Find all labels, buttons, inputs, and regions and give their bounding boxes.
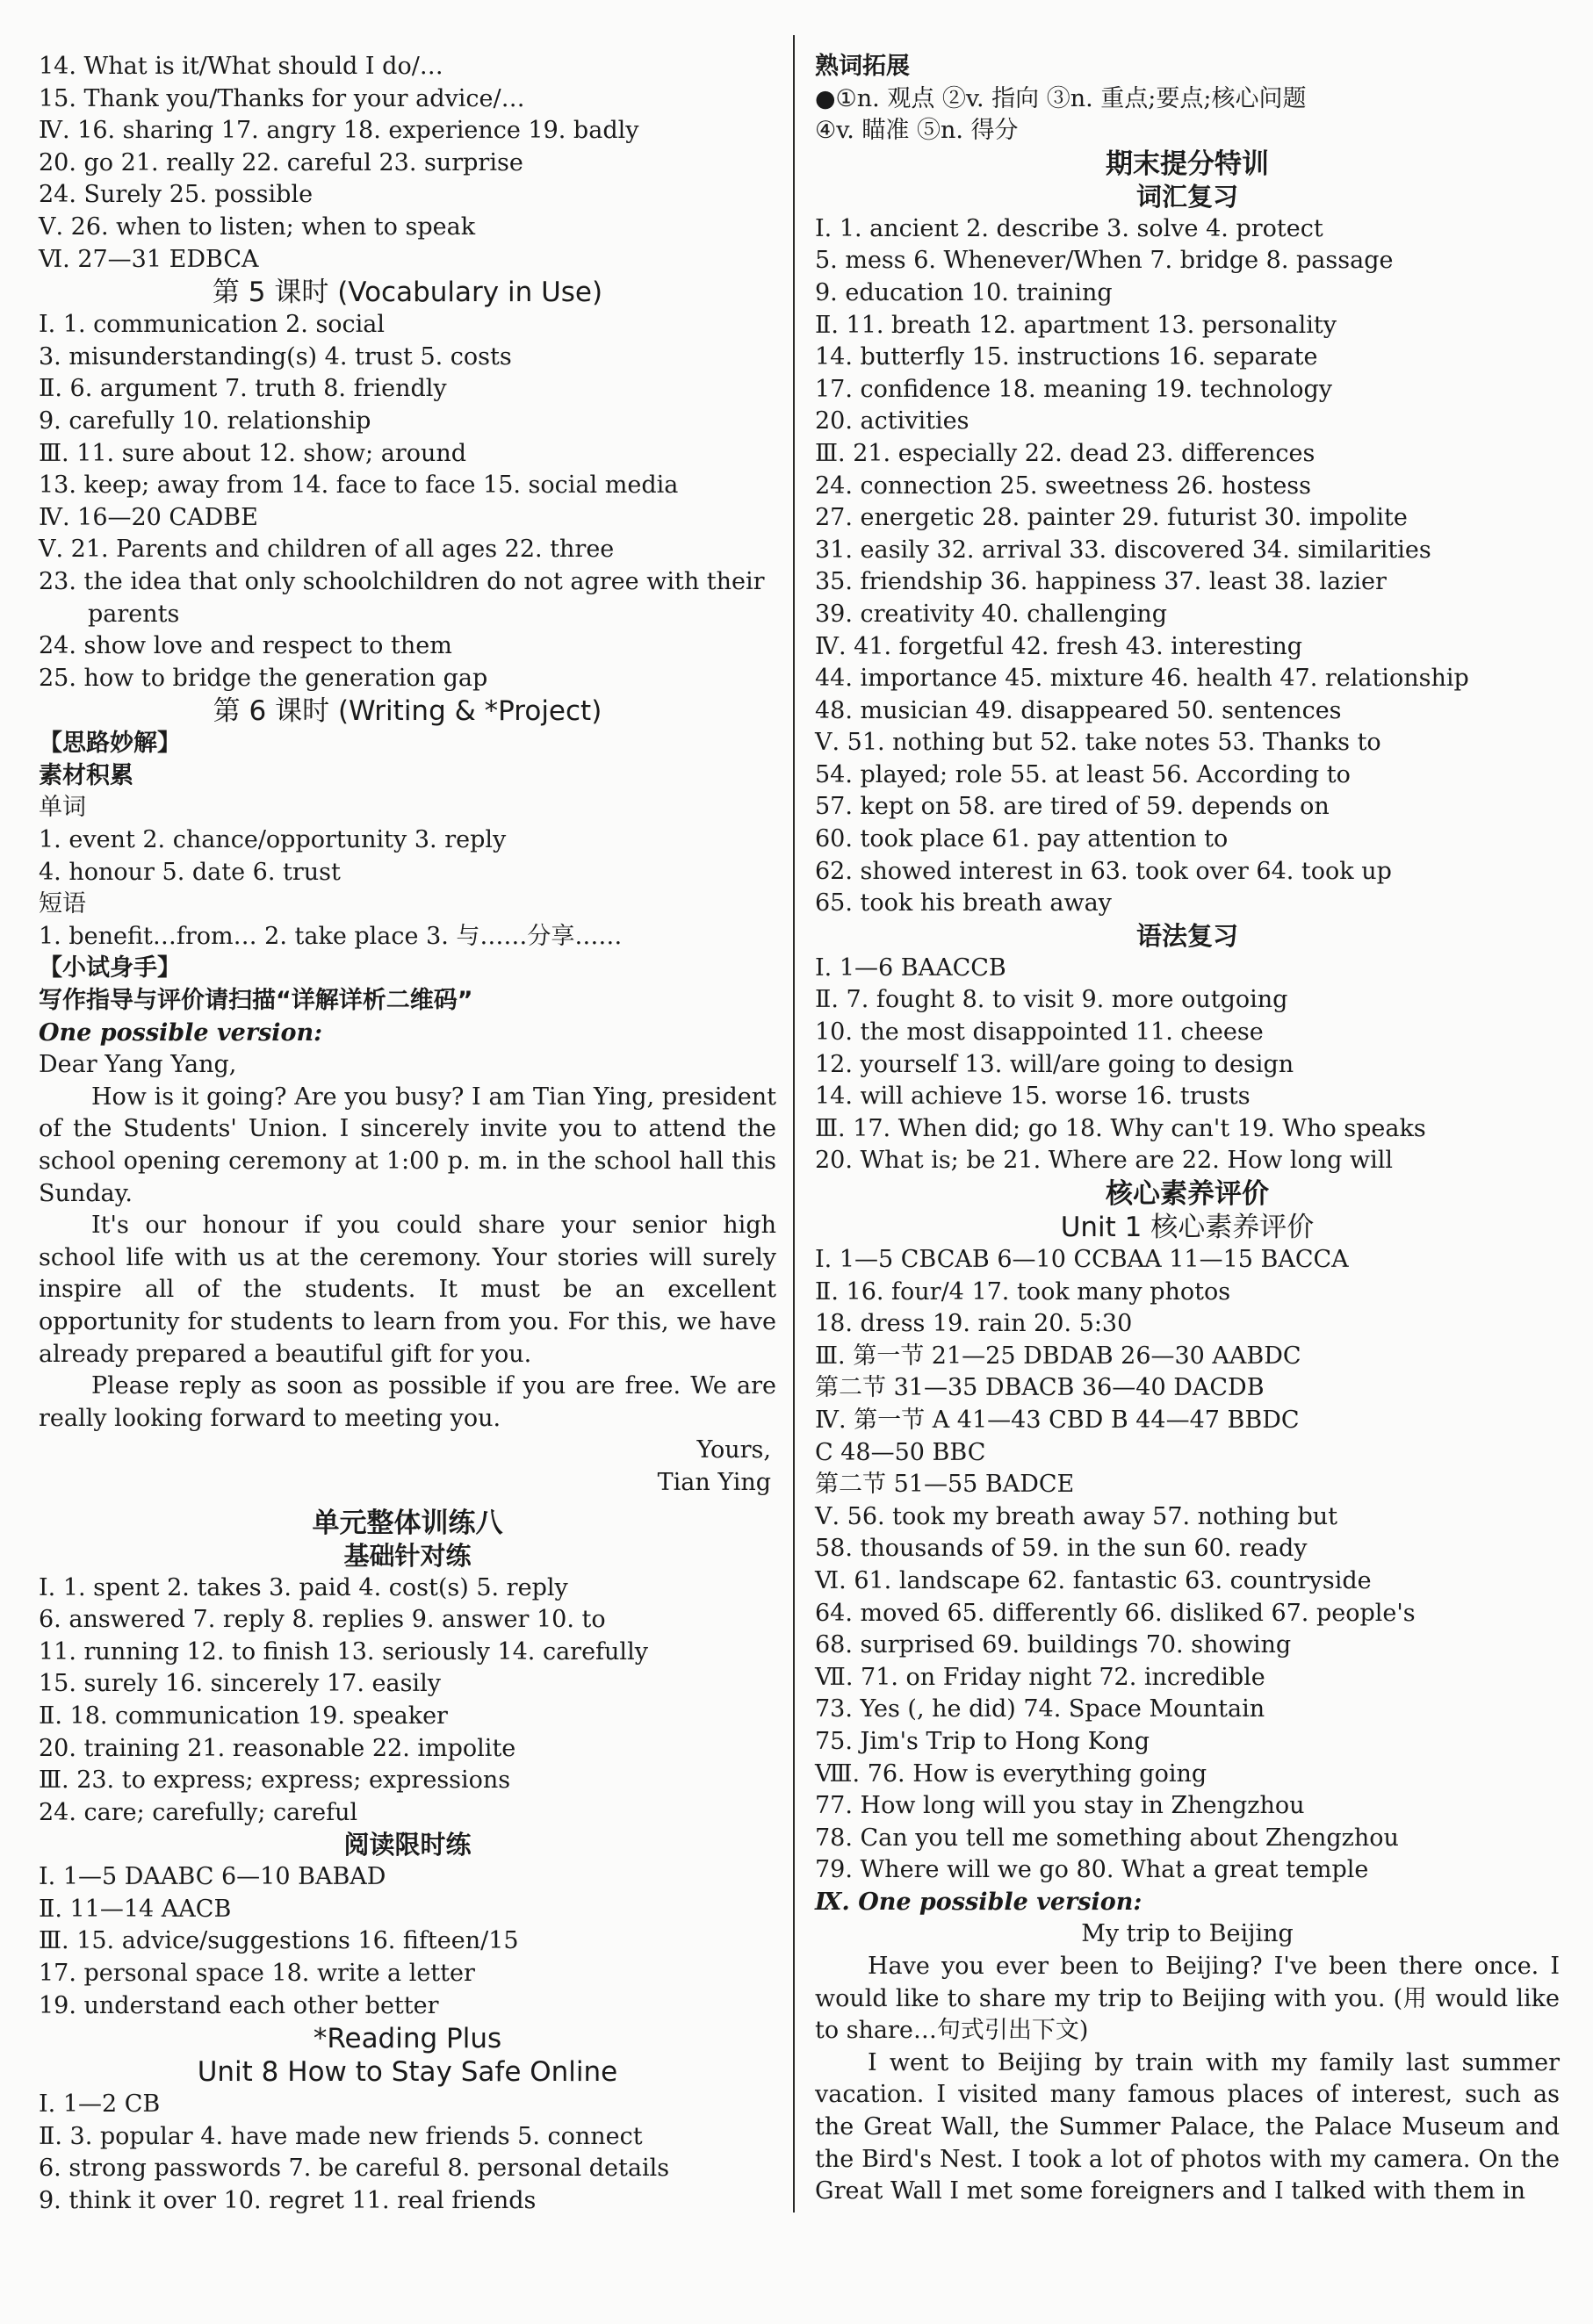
text-line: Ⅳ. 41. forgetful 42. fresh 43. interesting [815, 632, 1303, 660]
section-heading: 语法复习 [1135, 920, 1238, 951]
text-line: It's our honour if you could share your senior high school life with us at the ceremony. Your stories will surely inspire all of the students. It must be an excellent opportunity for students to learn from you. For this, we have already prepared a beautiful gift for you. [39, 1212, 776, 1368]
section-heading: *Reading Plus [313, 2023, 502, 2055]
text-line: 20. training 21. reasonable 22. impolite [39, 1734, 516, 1762]
text-line: 1. event 2. chance/opportunity 3. reply [39, 826, 507, 854]
text-line: 14. will achieve 15. worse 16. trusts [815, 1083, 1251, 1111]
text-line: Ⅱ. 11. breath 12. apartment 13. personality [815, 311, 1337, 339]
text-line: Ⅶ. 71. on Friday night 72. incredible [815, 1663, 1265, 1691]
text-line: 48. musician 49. disappeared 50. sentences [815, 696, 1342, 724]
text-line: Ⅰ. 1—5 DAABC 6—10 BABAD [39, 1863, 386, 1891]
text-line: 57. kept on 58. are tired of 59. depends on [815, 793, 1330, 821]
text-line: 6. answered 7. reply 8. replies 9. answer 10. to [39, 1606, 606, 1634]
text-line: 12. yourself 13. will/are going to design [815, 1050, 1294, 1078]
text-line: 第二节 51—55 BADCE [815, 1471, 1075, 1499]
text-line: 15. Thank you/Thanks for your advice/… [39, 84, 525, 112]
text-line: 24. care; carefully; careful [39, 1798, 358, 1826]
text-line: 27. energetic 28. painter 29. futurist 30. impolite [815, 504, 1408, 532]
text-line: Please reply as soon as possible if you are free. We are really looking forward to meeting you. [39, 1372, 776, 1432]
text-line: I went to Beijing by train with my family last summer vacation. I visited many famous places of interest, such as the Great Wall, the Summer Palace, the Palace Museum and the Bird's Nest. I took a lot of photos with my camera. On the Great Wall I met some foreigners and I talked with them in [815, 2048, 1560, 2205]
text-line: 短语 [39, 890, 86, 918]
text-line: 17. personal space 18. write a letter [39, 1960, 475, 1988]
text-line: 6. strong passwords 7. be careful 8. personal details [39, 2155, 670, 2183]
text-line: 24. connection 25. sweetness 26. hostess [815, 471, 1312, 500]
text-line: Ⅱ. 7. fought 8. to visit 9. more outgoing [815, 986, 1288, 1014]
section-heading: Unit 8 How to Stay Safe Online [197, 2056, 618, 2089]
text-line: 14. What is it/What should I do/… [39, 53, 443, 80]
text-line: Ⅰ. 1. communication 2. social [39, 311, 386, 339]
text-line: ●①n. 观点 ②v. 指向 ③n. 重点;要点;核心问题 [815, 84, 1307, 112]
text-line: Ⅲ. 15. advice/suggestions 16. fifteen/15 [39, 1927, 519, 1955]
text-line: parents [88, 600, 180, 628]
section-heading: 第 5 课时 (Vocabulary in Use) [212, 277, 603, 309]
text-line: 65. took his breath away [815, 889, 1112, 917]
text-line: 9. think it over 10. regret 11. real friends [39, 2187, 537, 2215]
text-line: Ⅰ. 1—5 CBCAB 6—10 CCBAA 11—15 BACCA [815, 1246, 1349, 1273]
text-line: Ⅱ. 18. communication 19. speaker [39, 1702, 448, 1730]
text-line: Have you ever been to Beijing? I've been there once. I would like to share my trip to Beijing with you. (用 would like to share…句式引出下文) [815, 1953, 1560, 2045]
text-line: 35. friendship 36. happiness 37. least 38. lazier [815, 568, 1387, 596]
text-line: Ⅲ. 21. especially 22. dead 23. differences [815, 439, 1315, 467]
text-line: 17. confidence 18. meaning 19. technology [815, 375, 1333, 403]
text-line: 75. Jim's Trip to Hong Kong [815, 1727, 1150, 1755]
text-line: 9. education 10. training [815, 278, 1113, 306]
text-line: Ⅳ. 16—20 CADBE [39, 503, 258, 531]
text-line: 11. running 12. to finish 13. seriously 14. carefully [39, 1637, 648, 1666]
text-line: Dear Yang Yang, [39, 1051, 237, 1079]
text-line: 20. activities [815, 407, 969, 435]
text-line: 1. benefit…from… 2. take place 3. 与……分享…… [39, 922, 623, 950]
right-column [815, 51, 1560, 2208]
text-line: How is it going? Are you busy? I am Tian Ying, president of the Students' Union. I sincerely invite you to attend the school opening ceremony at 1:00 p. m. in the school hall this Sunday. [39, 1083, 776, 1207]
section-heading: 写作指导与评价请扫描“详解详析二维码” [39, 987, 473, 1015]
text-line: 18. dress 19. rain 20. 5:30 [815, 1310, 1133, 1338]
text-line: 73. Yes (, he did) 74. Space Mountain [815, 1695, 1265, 1723]
text-line: 3. misunderstanding(s) 4. trust 5. costs [39, 342, 512, 371]
section-heading: 第 6 课时 (Writing & *Project) [213, 695, 602, 728]
text-line: Tian Ying [657, 1468, 771, 1496]
section-heading: 词汇复习 [1135, 181, 1238, 212]
text-line: C 48—50 BBC [815, 1438, 986, 1466]
section-heading: 基础针对练 [343, 1540, 472, 1571]
text-line: Ⅵ. 27—31 EDBCA [39, 245, 259, 273]
text-line: Ⅰ. 1. spent 2. takes 3. paid 4. cost(s) 5. reply [39, 1573, 568, 1601]
text-line: One possible version: [39, 1018, 323, 1047]
section-heading: 期末提分特训 [1106, 147, 1269, 180]
text-line: 9. carefully 10. relationship [39, 407, 371, 435]
text-line: 31. easily 32. arrival 33. discovered 34. similarities [815, 536, 1431, 564]
text-line: 20. go 21. really 22. careful 23. surprise [39, 148, 523, 176]
text-line: Ⅷ. 76. How is everything going [815, 1759, 1207, 1788]
text-line: 64. moved 65. differently 66. disliked 67. people's [815, 1599, 1416, 1627]
text-line: Ⅱ. 6. argument 7. truth 8. friendly [39, 375, 447, 403]
text-line: Ⅳ. 16. sharing 17. angry 18. experience 19. badly [39, 117, 639, 145]
text-line [39, 1500, 776, 1507]
text-line: Ⅴ. 56. took my breath away 57. nothing but [815, 1502, 1337, 1530]
text-line: 78. Can you tell me something about Zhengzhou [815, 1824, 1399, 1852]
text-line: 第二节 31—35 DBACB 36—40 DACDB [815, 1374, 1265, 1402]
text-line: 23. the idea that only schoolchildren do not agree with their [39, 567, 765, 595]
section-heading: 素材积累 [39, 761, 133, 789]
text-line: 15. surely 16. sincerely 17. easily [39, 1670, 441, 1698]
text-line: 20. What is; be 21. Where are 22. How long will [815, 1147, 1394, 1175]
text-line: 39. creativity 40. challenging [815, 600, 1168, 628]
text-line: My trip to Beijing [1081, 1920, 1294, 1948]
text-line: 54. played; role 55. at least 56. According to [815, 760, 1351, 788]
text-line: Ⅵ. 61. landscape 62. fantastic 63. countryside [815, 1566, 1372, 1594]
text-line: 4. honour 5. date 6. trust [39, 858, 341, 886]
text-line: 14. butterfly 15. instructions 16. separate [815, 343, 1318, 371]
text-line: 44. importance 45. mixture 46. health 47. relationship [815, 665, 1469, 693]
text-line: Ⅰ. 1. ancient 2. describe 3. solve 4. protect [815, 214, 1323, 242]
section-heading: 【思路妙解】 [39, 730, 181, 758]
text-line: 24. show love and respect to them [39, 632, 452, 660]
text-line: Ⅱ. 3. popular 4. have made new friends 5. connect [39, 2122, 643, 2150]
left-column [39, 51, 776, 2218]
text-line: Ⅱ. 11—14 AACB [39, 1895, 232, 1923]
text-line: ④v. 瞄准 ⑤n. 得分 [815, 117, 1019, 145]
text-line: Ⅲ. 23. to express; express; expressions [39, 1766, 511, 1795]
section-heading: 单元整体训练八 [312, 1507, 503, 1539]
section-heading: Unit 1 核心素养评价 [1060, 1212, 1315, 1243]
section-heading: 【小试身手】 [39, 954, 181, 982]
text-line: 24. Surely 25. possible [39, 181, 314, 209]
text-line: 13. keep; away from 14. face to face 15. social media [39, 471, 679, 500]
text-line: Ⅰ. 1—6 BAACCB [815, 953, 1006, 982]
section-heading: 阅读限时练 [343, 1830, 472, 1860]
text-line: Ⅳ. 第一节 A 41—43 CBD B 44—47 BBDC [815, 1406, 1300, 1434]
text-line: 79. Where will we go 80. What a great temple [815, 1856, 1369, 1884]
text-line: Ⅴ. 21. Parents and children of all ages 22. three [39, 536, 615, 564]
text-line: Ⅰ. 1—2 CB [39, 2090, 161, 2119]
text-line: 5. mess 6. Whenever/When 7. bridge 8. passage [815, 247, 1394, 275]
column-divider [793, 35, 795, 2212]
text-line: 77. How long will you stay in Zhengzhou [815, 1792, 1305, 1820]
text-line: Yours, [696, 1436, 771, 1464]
text-line: 10. the most disappointed 11. cheese [815, 1018, 1264, 1047]
text-line: 19. understand each other better [39, 1991, 439, 2019]
text-line: Ⅱ. 16. four/4 17. took many photos [815, 1277, 1231, 1306]
text-line: Ⅴ. 26. when to listen; when to speak [39, 212, 476, 241]
text-line: Ⅲ. 17. When did; go 18. Why can't 19. Who speaks [815, 1114, 1426, 1142]
text-line: Ⅲ. 11. sure about 12. show; around [39, 439, 467, 467]
text-line: 58. thousands of 59. in the sun 60. ready [815, 1535, 1308, 1563]
section-heading: 熟词拓展 [815, 53, 910, 80]
text-line: 68. surprised 69. buildings 70. showing [815, 1631, 1292, 1659]
section-heading: 核心素养评价 [1106, 1178, 1269, 1210]
text-line: 60. took place 61. pay attention to [815, 825, 1229, 853]
text-line: Ⅸ. One possible version: [815, 1888, 1142, 1916]
text-line: Ⅲ. 第一节 21—25 DBDAB 26—30 AABDC [815, 1342, 1301, 1370]
text-line: 62. showed interest in 63. took over 64. took up [815, 857, 1392, 885]
text-line: 单词 [39, 794, 86, 822]
text-line: 25. how to bridge the generation gap [39, 664, 488, 692]
text-line: Ⅴ. 51. nothing but 52. take notes 53. Thanks to [815, 729, 1381, 757]
